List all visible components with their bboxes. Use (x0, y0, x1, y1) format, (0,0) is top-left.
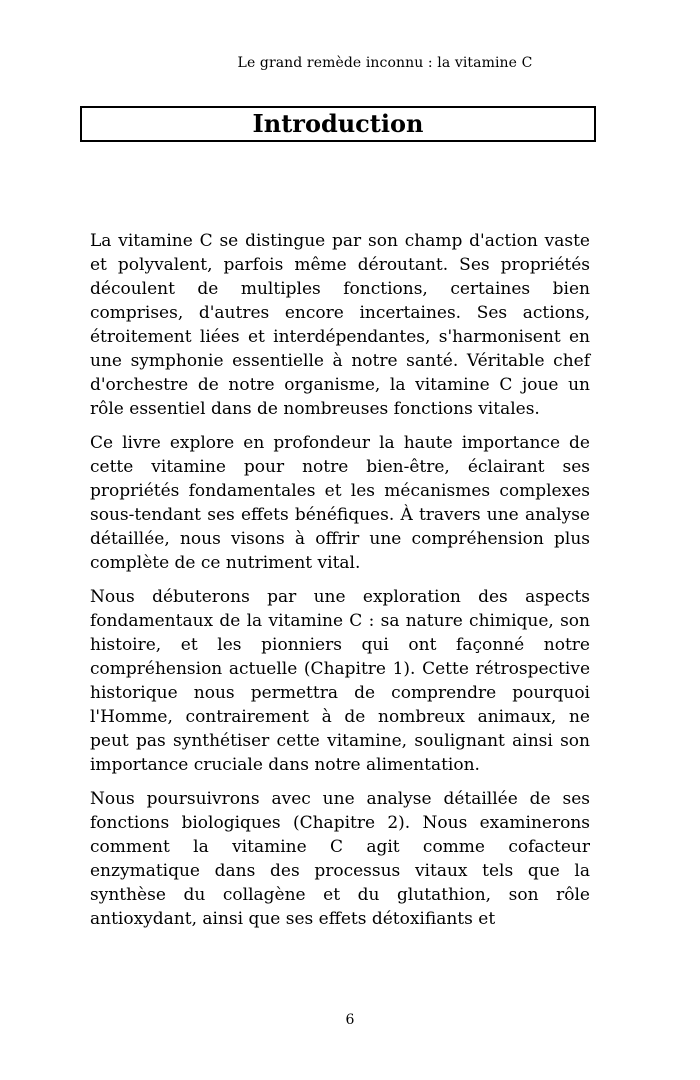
paragraph: Ce livre explore en profondeur la haute importance de cette vitamine pour notre bien-être, éclairant ses propriétés fondamentales et les mécanismes complexes sous-tendant ses effets bénéfiques. À travers une analyse détaillée, nous visons à offrir une compréhension plus complète de ce nutriment vital. (90, 433, 590, 573)
paragraph: Nous débuterons par une exploration des aspects fondamentaux de la vitamine C : sa nature chimique, son histoire, et les pionniers qui ont façonné notre compréhension actuelle (Chapitre 1). Cette rétrospective historique nous permettra de comprendre pourquoi l'Homme, contrairement à de nombreux animaux, ne peut pas synthétiser cette vitamine, soulignant ainsi son importance cruciale dans notre alimentation. (90, 587, 590, 775)
page-number: 6 (345, 1012, 355, 1028)
paragraph: La vitamine C se distingue par son champ d'action vaste et polyvalent, parfois même déroutant. Ses propriétés découlent de multiples fonctions, certaines bien comprises, d'autres encore incertaines. Ses actions, étroitement liées et interdépendantes, s'harmonisent en une symphonie essentielle à notre santé. Véritable chef d'orchestre de notre organisme, la vitamine C joue un rôle essentiel dans de nombreuses fonctions vitales. (90, 231, 590, 419)
running-header: Le grand remède inconnu : la vitamine C (237, 55, 533, 71)
chapter-title: Introduction (252, 109, 424, 138)
paragraph: Nous poursuivrons avec une analyse détaillée de ses fonctions biologiques (Chapitre 2). Nous examinerons comment la vitamine C agit comme cofacteur enzymatique dans des processus vitaux tels que la synthèse du collagène et du glutathion, son rôle antioxydant, ainsi que ses effets détoxifiants et (90, 789, 590, 929)
chapter-title-box (80, 106, 596, 142)
body-text (90, 229, 590, 941)
